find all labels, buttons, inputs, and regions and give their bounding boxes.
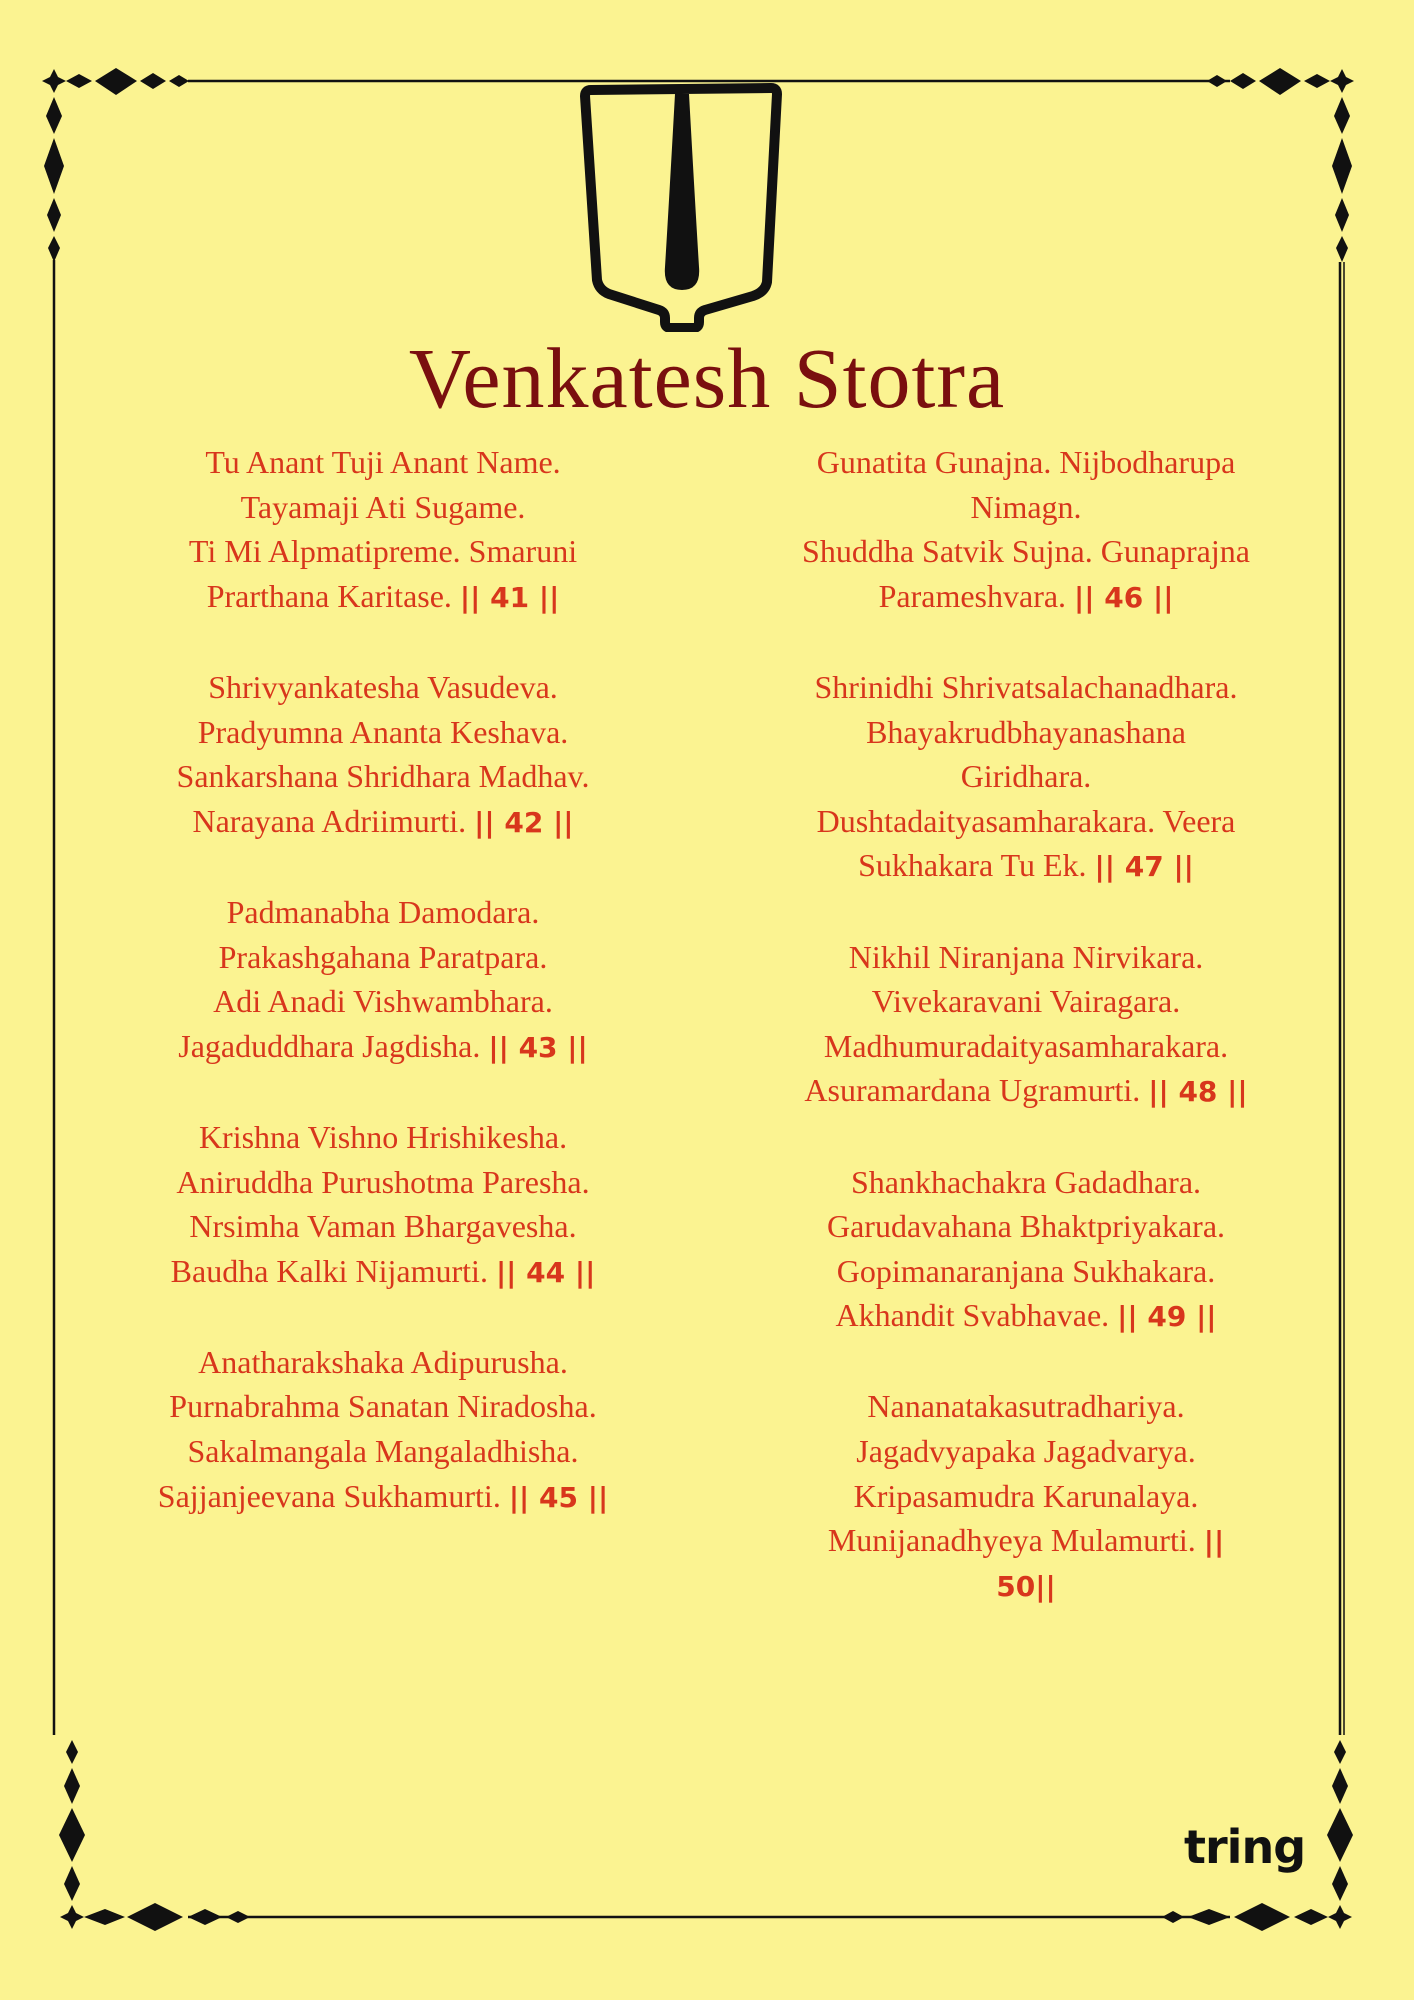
- verse-line-last: [73, 1024, 693, 1071]
- verse-line-last: [73, 1249, 693, 1296]
- verse-line-last: [73, 799, 693, 846]
- corner-ornament-bottom-left: [59, 1740, 250, 1931]
- verse-49: [716, 1160, 1336, 1340]
- verse-number: || 43 ||: [488, 1030, 588, 1064]
- verse-line-text: Sajjanjeevana Sukhamurti.: [157, 1477, 509, 1514]
- verse-line: Gopimanaranjana Sukhakara.: [836, 1252, 1216, 1289]
- verse-number: || 46 ||: [1074, 580, 1174, 614]
- verse-line-text: Prarthana Karitase.: [206, 577, 460, 614]
- corner-ornament-top-right: [1207, 68, 1354, 262]
- verse-line: Kripasamudra Karunalaya.: [853, 1477, 1199, 1514]
- verse-line: Nananatakasutradhariya.: [867, 1388, 1185, 1425]
- verse-line: Jagadvyapaka Jagadvarya.: [856, 1433, 1196, 1470]
- verse-line-last: [716, 1518, 1336, 1565]
- verse-41: [73, 440, 693, 620]
- verse-line: Tayamaji Ati Sugame.: [240, 488, 526, 525]
- verse-line-last: [716, 574, 1336, 621]
- verse-line: Tu Anant Tuji Anant Name.: [205, 444, 561, 480]
- verse-line: Shuddha Satvik Sujna. Gunaprajna: [802, 533, 1250, 570]
- corner-ornament-top-left: [42, 68, 189, 262]
- verse-line: Giridhara.: [960, 758, 1092, 795]
- verse-number: || 45 ||: [508, 1480, 609, 1514]
- verse-line-last: [716, 1293, 1336, 1340]
- verses-left-column: [73, 440, 693, 1565]
- verse-43: [73, 890, 693, 1070]
- verse-number: || 48 ||: [1148, 1075, 1248, 1109]
- verse-number: || 47 ||: [1094, 850, 1194, 884]
- verse-line: Nimagn.: [970, 488, 1082, 525]
- verse-line: Madhumuradaityasamharakara.: [823, 1027, 1229, 1064]
- verse-line: Bhayakrudbhayanashana: [866, 713, 1186, 750]
- verse-line-text: Asuramardana Ugramurti.: [804, 1072, 1149, 1109]
- verse-line: Garudavahana Bhaktpriyakara.: [826, 1208, 1226, 1245]
- verse-47: [716, 665, 1336, 890]
- verse-number-continued: 50||: [996, 1569, 1056, 1603]
- verse-number: || 49 ||: [1117, 1300, 1217, 1334]
- verse-line: Anatharakshaka Adipurusha.: [198, 1343, 568, 1380]
- verse-line-text: Munijanadhyeya Mulamurti.: [827, 1522, 1204, 1559]
- verse-line: Krishna Vishno Hrishikesha.: [198, 1118, 568, 1155]
- verse-line: Nikhil Niranjana Nirvikara.: [848, 938, 1204, 975]
- verse-line-text: Parameshvara.: [878, 577, 1075, 614]
- verse-line: Shrinidhi Shrivatsalachanadhara.: [814, 668, 1238, 705]
- verse-line: Vivekaravani Vairagara.: [871, 983, 1181, 1020]
- verse-line: Dushtadaityasamharakara. Veera: [816, 802, 1236, 839]
- verse-line-text: Narayana Adriimurti.: [192, 802, 475, 839]
- verse-line-last: [716, 843, 1336, 890]
- verse-line: Padmanabha Damodara.: [226, 893, 540, 930]
- verse-46: [716, 440, 1336, 620]
- verse-line: Adi Anadi Vishwambhara.: [213, 983, 553, 1020]
- verse-number: || 41 ||: [459, 580, 560, 614]
- verse-line: Gunatita Gunajna. Nijbodharupa: [816, 444, 1236, 480]
- verse-line-last: [716, 1068, 1336, 1115]
- tring-logo: tring: [1184, 1820, 1306, 1874]
- verse-line-text: Sukhakara Tu Ek.: [858, 847, 1095, 884]
- verse-44: [73, 1115, 693, 1295]
- verse-48: [716, 935, 1336, 1115]
- verse-line-text: Jagaduddhara Jagdisha.: [178, 1027, 489, 1064]
- verse-45: [73, 1340, 693, 1520]
- verse-line: Pradyumna Ananta Keshava.: [197, 713, 569, 750]
- namam-tilak-icon: [575, 82, 787, 332]
- verse-number: || 42 ||: [474, 805, 574, 839]
- verse-line-text: Baudha Kalki Nijamurti.: [170, 1252, 496, 1289]
- verse-line: Sankarshana Shridhara Madhav.: [176, 758, 590, 795]
- verse-line: Nrsimha Vaman Bhargavesha.: [189, 1208, 577, 1245]
- verse-line: Sakalmangala Mangaladhisha.: [187, 1433, 579, 1470]
- verse-line: Shrivyankatesha Vasudeva.: [208, 668, 558, 705]
- verse-line: Ti Mi Alpmatipreme. Smaruni: [188, 533, 578, 570]
- verses-right-column: [716, 440, 1336, 1654]
- verse-42: [73, 665, 693, 845]
- verse-line: Purnabrahma Sanatan Niradosha.: [169, 1388, 597, 1425]
- verse-line: Aniruddha Purushotma Paresha.: [176, 1163, 590, 1200]
- verse-line-last: [73, 1474, 693, 1521]
- verse-line: Prakashgahana Paratpara.: [218, 938, 548, 975]
- verse-number: || 44 ||: [495, 1255, 596, 1289]
- verse-line-text: Akhandit Svabhavae.: [835, 1297, 1118, 1334]
- verse-line: Shankhachakra Gadadhara.: [850, 1163, 1202, 1200]
- verse-line-last: [73, 574, 693, 621]
- verse-number: ||: [1203, 1525, 1225, 1559]
- verse-50: [716, 1384, 1336, 1609]
- page-title: Venkatesh Stotra: [408, 330, 1006, 426]
